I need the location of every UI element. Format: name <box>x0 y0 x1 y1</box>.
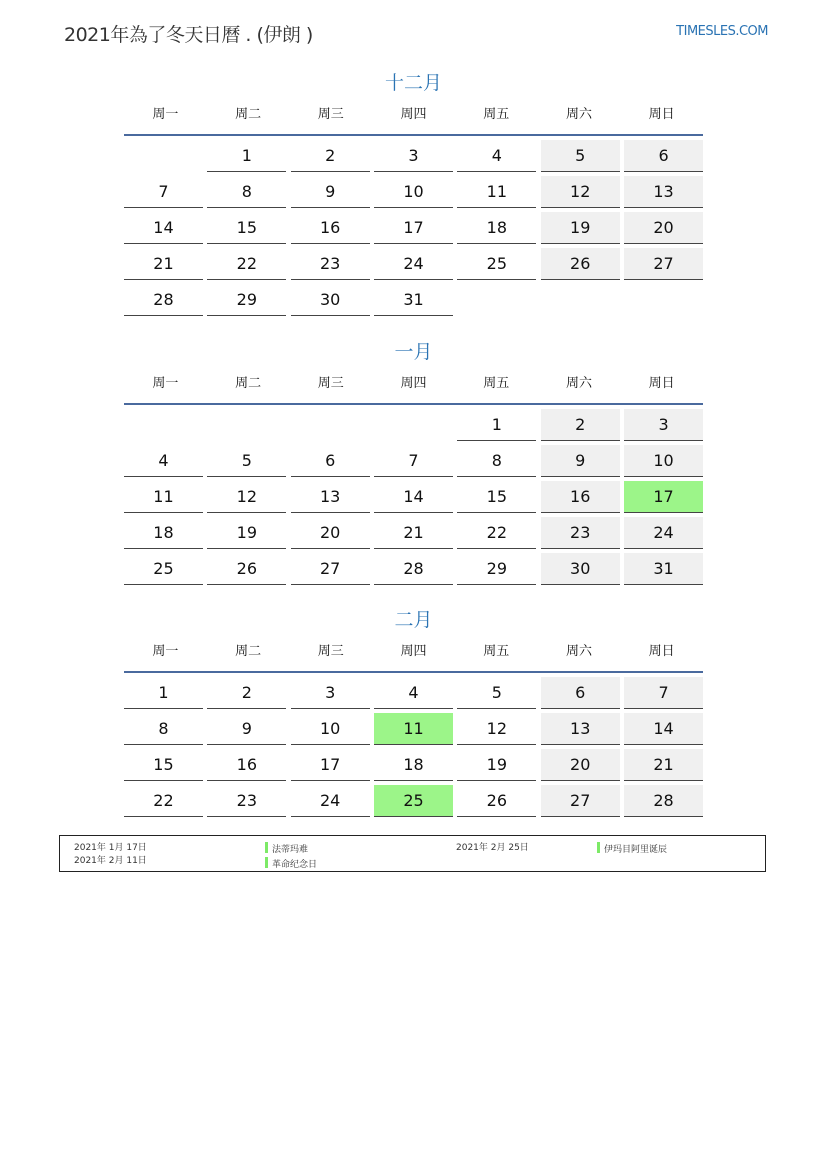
day-cell[interactable]: 25 <box>124 553 203 585</box>
weekday-label: 周四 <box>400 644 427 659</box>
day-cell[interactable]: 5 <box>207 445 286 477</box>
month-january <box>124 339 703 589</box>
day-cell[interactable]: 11 <box>374 713 453 745</box>
day-cell[interactable]: 27 <box>291 553 370 585</box>
day-cell[interactable]: 25 <box>457 248 536 280</box>
holiday-marker <box>597 842 600 853</box>
day-cell[interactable]: 6 <box>624 140 703 172</box>
day-cell[interactable]: 24 <box>374 248 453 280</box>
day-cell[interactable]: 28 <box>624 785 703 817</box>
holiday-marker <box>265 857 268 868</box>
day-cell[interactable]: 23 <box>291 248 370 280</box>
day-cell[interactable]: 14 <box>374 481 453 513</box>
day-cell[interactable]: 29 <box>207 284 286 316</box>
day-cell[interactable]: 11 <box>457 176 536 208</box>
day-cell[interactable]: 4 <box>374 677 453 709</box>
day-cell[interactable]: 19 <box>541 212 620 244</box>
holiday-marker <box>265 842 268 853</box>
weekday-label: 周四 <box>400 376 427 391</box>
day-cell[interactable]: 31 <box>374 284 453 316</box>
weekday-label: 周六 <box>565 376 592 391</box>
legend-date: 2021年 2月 25日 <box>456 843 529 853</box>
weeks <box>124 673 703 821</box>
day-cell[interactable]: 8 <box>207 176 286 208</box>
day-cell[interactable]: 12 <box>207 481 286 513</box>
day-cell[interactable]: 8 <box>124 713 203 745</box>
weekday-label: 周二 <box>235 644 262 659</box>
day-cell[interactable]: 17 <box>624 481 703 513</box>
day-cell[interactable]: 10 <box>291 713 370 745</box>
weekday-label: 周六 <box>565 107 592 122</box>
empty-day-cell <box>457 284 536 315</box>
month-title: 十二月 <box>384 72 442 94</box>
day-cell[interactable]: 28 <box>374 553 453 585</box>
day-cell[interactable]: 14 <box>624 713 703 745</box>
weekday-label: 周日 <box>648 644 675 659</box>
day-cell[interactable]: 14 <box>124 212 203 244</box>
month-december <box>124 70 703 320</box>
day-cell[interactable]: 19 <box>207 517 286 549</box>
day-cell[interactable]: 7 <box>124 176 203 208</box>
empty-day-cell <box>124 140 203 171</box>
empty-day-cell <box>124 409 203 440</box>
week-row <box>124 749 703 785</box>
legend-date: 2021年 2月 11日 <box>74 856 147 866</box>
day-cell[interactable]: 16 <box>291 212 370 244</box>
day-cell[interactable]: 29 <box>457 553 536 585</box>
day-cell[interactable]: 30 <box>291 284 370 316</box>
weekday-label: 周二 <box>235 376 262 391</box>
empty-day-cell <box>541 284 620 315</box>
day-cell[interactable]: 13 <box>291 481 370 513</box>
day-cell[interactable]: 4 <box>457 140 536 172</box>
day-cell[interactable]: 31 <box>624 553 703 585</box>
day-cell[interactable]: 2 <box>541 409 620 441</box>
month-title: 一月 <box>394 341 433 363</box>
legend-item <box>265 857 317 872</box>
week-row <box>124 785 703 821</box>
weekday-label: 周日 <box>648 376 675 391</box>
legend-holiday-name: 伊玛目阿里诞辰 <box>604 845 668 855</box>
day-cell[interactable]: 16 <box>207 749 286 781</box>
site-link[interactable]: TIMESLES.COM <box>676 24 768 39</box>
day-cell[interactable]: 15 <box>207 212 286 244</box>
day-cell[interactable]: 17 <box>291 749 370 781</box>
weekday-label: 周一 <box>152 644 179 659</box>
day-cell[interactable]: 22 <box>457 517 536 549</box>
day-cell[interactable]: 22 <box>124 785 203 817</box>
day-cell[interactable]: 5 <box>541 140 620 172</box>
weekday-label: 周三 <box>317 644 344 659</box>
day-cell[interactable]: 7 <box>374 445 453 477</box>
day-cell[interactable]: 1 <box>207 140 286 172</box>
day-cell[interactable]: 30 <box>541 553 620 585</box>
weekday-header <box>124 96 703 136</box>
day-cell[interactable]: 3 <box>374 140 453 172</box>
month-february <box>124 607 703 821</box>
day-cell[interactable]: 24 <box>291 785 370 817</box>
legend-item <box>597 842 667 857</box>
week-row <box>124 677 703 713</box>
month-title: 二月 <box>394 609 433 631</box>
day-cell[interactable]: 26 <box>541 248 620 280</box>
weekday-label: 周六 <box>565 644 592 659</box>
day-cell[interactable]: 9 <box>291 176 370 208</box>
week-row <box>124 409 703 445</box>
day-cell[interactable]: 22 <box>207 248 286 280</box>
weekday-label: 周五 <box>483 376 510 391</box>
day-cell[interactable]: 18 <box>374 749 453 781</box>
page-title: 2021年為了冬天日曆 . (伊朗 ) <box>64 24 313 46</box>
day-cell[interactable]: 21 <box>124 248 203 280</box>
day-cell[interactable]: 2 <box>207 677 286 709</box>
empty-day-cell <box>291 409 370 440</box>
week-row <box>124 140 703 176</box>
day-cell[interactable]: 20 <box>624 212 703 244</box>
day-cell[interactable]: 6 <box>541 677 620 709</box>
day-cell[interactable]: 11 <box>124 481 203 513</box>
legend-date: 2021年 1月 17日 <box>74 843 147 853</box>
weekday-label: 周二 <box>235 107 262 122</box>
day-cell[interactable]: 1 <box>124 677 203 709</box>
weeks <box>124 405 703 589</box>
day-cell[interactable]: 13 <box>541 713 620 745</box>
weekday-label: 周五 <box>483 644 510 659</box>
week-row <box>124 517 703 553</box>
day-cell[interactable]: 3 <box>291 677 370 709</box>
day-cell[interactable]: 23 <box>207 785 286 817</box>
legend-names-1 <box>265 842 317 872</box>
week-row <box>124 445 703 481</box>
weekday-header <box>124 633 703 673</box>
day-cell[interactable]: 23 <box>541 517 620 549</box>
day-cell[interactable]: 12 <box>457 713 536 745</box>
holiday-legend <box>59 835 766 872</box>
day-cell[interactable]: 20 <box>291 517 370 549</box>
day-cell[interactable]: 13 <box>624 176 703 208</box>
week-row <box>124 481 703 517</box>
day-cell[interactable]: 6 <box>291 445 370 477</box>
weekday-label: 周一 <box>152 376 179 391</box>
day-cell[interactable]: 19 <box>457 749 536 781</box>
day-cell[interactable]: 18 <box>457 212 536 244</box>
day-cell[interactable]: 16 <box>541 481 620 513</box>
day-cell[interactable]: 20 <box>541 749 620 781</box>
day-cell[interactable]: 26 <box>457 785 536 817</box>
day-cell[interactable]: 25 <box>374 785 453 817</box>
day-cell[interactable]: 5 <box>457 677 536 709</box>
day-cell[interactable]: 4 <box>124 445 203 477</box>
day-cell[interactable]: 1 <box>457 409 536 441</box>
week-row <box>124 248 703 284</box>
day-cell[interactable]: 27 <box>624 248 703 280</box>
day-cell[interactable]: 21 <box>374 517 453 549</box>
week-row <box>124 713 703 749</box>
week-row <box>124 212 703 248</box>
day-cell[interactable]: 18 <box>124 517 203 549</box>
day-cell[interactable]: 8 <box>457 445 536 477</box>
weeks <box>124 136 703 320</box>
day-cell[interactable]: 17 <box>374 212 453 244</box>
weekday-label: 周五 <box>483 107 510 122</box>
day-cell[interactable]: 27 <box>541 785 620 817</box>
day-cell[interactable]: 28 <box>124 284 203 316</box>
day-cell[interactable]: 9 <box>207 713 286 745</box>
week-row <box>124 176 703 212</box>
week-row <box>124 553 703 589</box>
day-cell[interactable]: 15 <box>124 749 203 781</box>
legend-holiday-name: 法蒂玛难 <box>272 845 309 855</box>
legend-names-2 <box>597 842 667 857</box>
weekday-label: 周日 <box>648 107 675 122</box>
empty-day-cell <box>624 284 703 315</box>
weekday-label: 周四 <box>400 107 427 122</box>
day-cell[interactable]: 21 <box>624 749 703 781</box>
weekday-header <box>124 365 703 405</box>
day-cell[interactable]: 12 <box>541 176 620 208</box>
day-cell[interactable]: 10 <box>374 176 453 208</box>
weekday-label: 周一 <box>152 107 179 122</box>
day-cell[interactable]: 10 <box>624 445 703 477</box>
legend-holiday-name: 革命纪念日 <box>272 860 318 870</box>
day-cell[interactable]: 15 <box>457 481 536 513</box>
day-cell[interactable]: 26 <box>207 553 286 585</box>
legend-dates-1 <box>74 842 147 868</box>
empty-day-cell <box>374 409 453 440</box>
day-cell[interactable]: 3 <box>624 409 703 441</box>
legend-dates-2 <box>456 842 529 855</box>
day-cell[interactable]: 7 <box>624 677 703 709</box>
day-cell[interactable]: 2 <box>291 140 370 172</box>
legend-item <box>265 842 317 857</box>
day-cell[interactable]: 24 <box>624 517 703 549</box>
weekday-label: 周三 <box>317 107 344 122</box>
empty-day-cell <box>207 409 286 440</box>
day-cell[interactable]: 9 <box>541 445 620 477</box>
week-row <box>124 284 703 320</box>
weekday-label: 周三 <box>317 376 344 391</box>
